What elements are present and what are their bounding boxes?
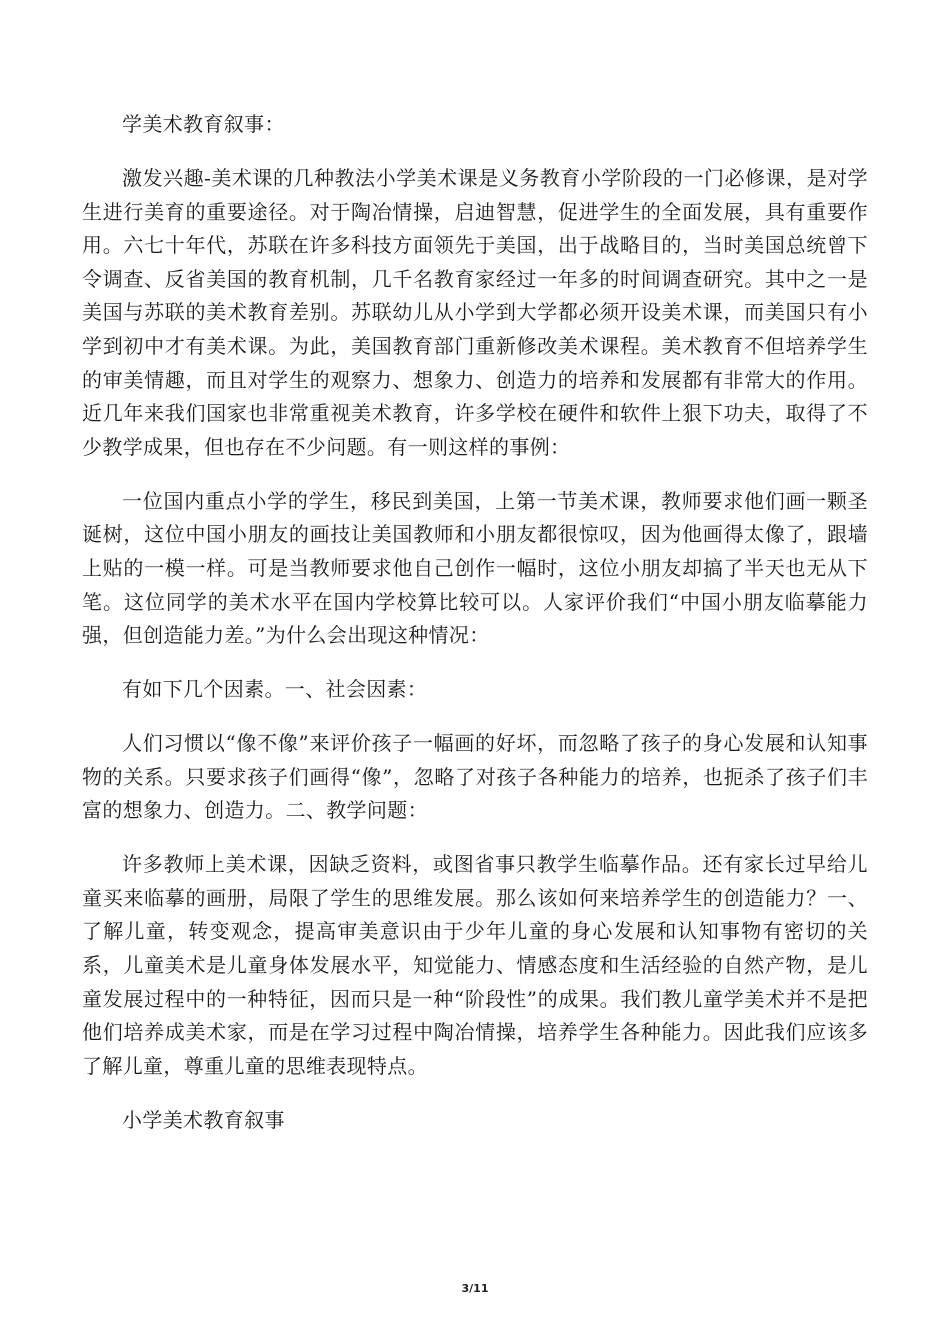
- paragraph-heading: 小学美术教育叙事: [122, 1107, 285, 1132]
- document-body: [82, 108, 868, 1137]
- paragraph: 一位国内重点小学的学生，移民到美国，上第一节美术课，教师要求他们画一颗圣诞树，这位中国小朋友的画技让美国教师和小朋友都很惊叹，因为他画得太像了，跟墙上贴的一模一样。可是当教师要求他自己创作一幅时，这位小朋友却搞了半天也无从下笔。这位同学的美术水平在国内学校算比较可以。人家评价我们“中国小朋友临摹能力强，但创造能力差。”为什么会出现这种情况：: [82, 488, 868, 648]
- paragraph-heading: 学美术教育叙事：: [122, 112, 285, 136]
- paragraph: 激发兴趣-美术课的几种教法小学美术课是义务教育小学阶段的一门必修课，是对学生进行美育的重要途径。对于陶冶情操，启迪智慧，促进学生的全面发展，具有重要作用。六七十年代，苏联在许多科技方面领先于美国，出于战略目的，当时美国总统曾下令调查、反省美国的教育机制，几千名教育家经过一年多的时间调查研究。其中之一是美国与苏联的美术教育差别。苏联幼儿从小学到大学都必须开设美术课，而美国只有小学到初中才有美术课。为此，美国教育部门重新修改美术课程。美术教育不但培养学生的审美情趣，而且对学生的观察力、想象力、创造力的培养和发展都有非常大的作用。近几年来我们国家也非常重视美术教育，许多学校在硬件和软件上狠下功夫，取得了不少教学成果，但也存在不少问题。有一则这样的事例：: [82, 165, 868, 459]
- paragraph: 有如下几个因素。一、社会因素：: [122, 677, 428, 702]
- paragraph: 许多教师上美术课，因缺乏资料，或图省事只教学生临摹作品。还有家长过早给儿童买来临摹的画册，局限了学生的思维发展。那么该如何来培养学生的创造能力？一、了解儿童，转变观念，提高审美意识由于少年儿童的身心发展和认知事物有密切的关系，儿童美术是儿童身体发展水平，知觉能力、情感态度和生活经验的自然产物，是儿童发展过程中的一种特征，因而只是一种“阶段性”的成果。我们教儿童学美术并不是把他们培养成美术家，而是在学习过程中陶冶情操，培养学生各种能力。因此我们应该多了解儿童，尊重儿童的思维表现特点。: [82, 852, 868, 1078]
- paragraph: 人们习惯以“像不像”来评价孩子一幅画的好坏，而忽略了孩子的身心发展和认知事物的关系。只要求孩子们画得“像”，忽略了对孩子各种能力的培养，也扼杀了孩子们丰富的想象力、创造力。二、教学问题：: [82, 731, 868, 823]
- page-number: 3/11: [461, 1282, 489, 1295]
